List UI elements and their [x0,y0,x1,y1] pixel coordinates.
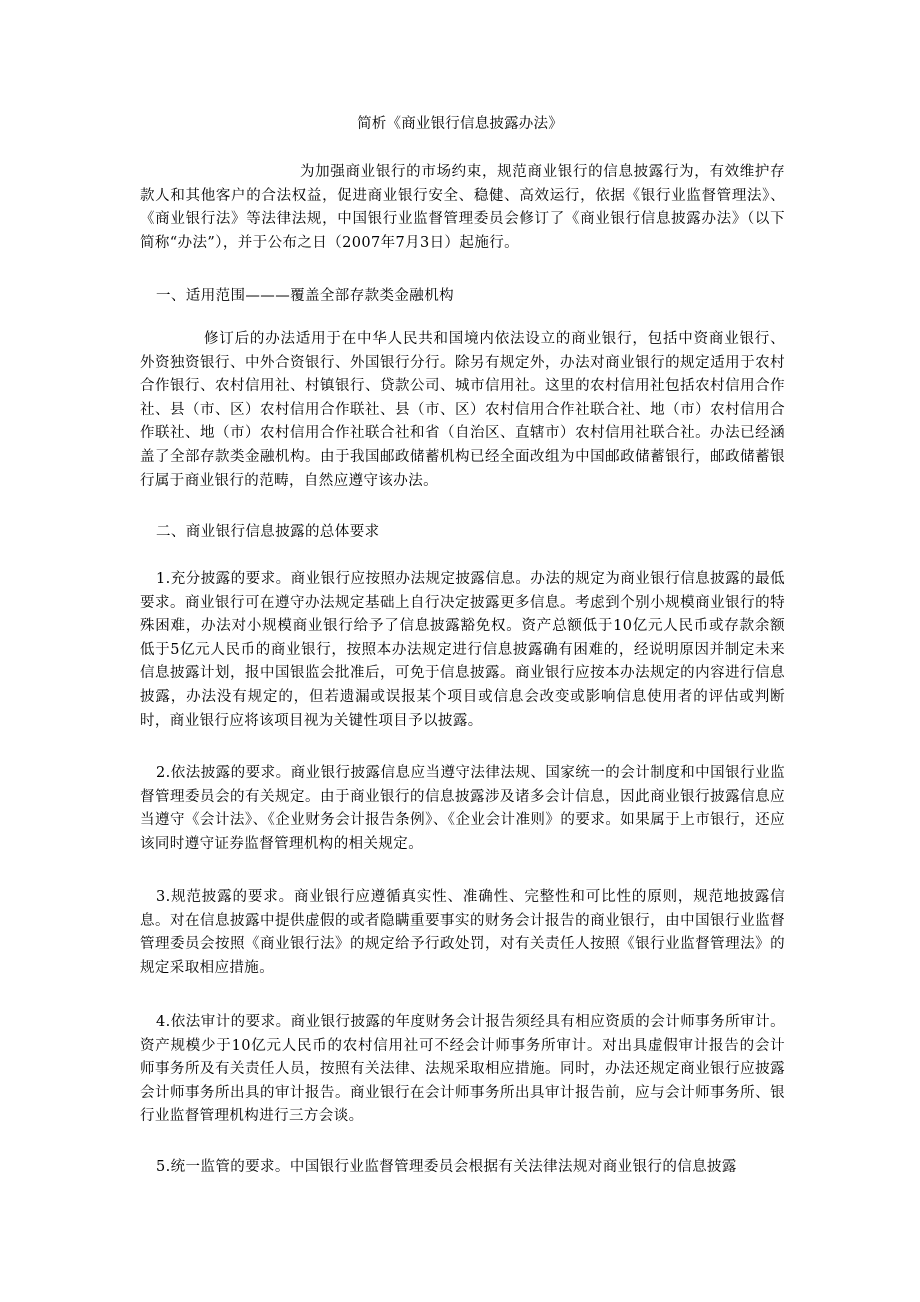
requirement-item-full-disclosure: 1.充分披露的要求。商业银行应按照办法规定披露信息。办法的规定为商业银行信息披露的最低要求。商业银行可在遵守办法规定基础上自行决定披露更多信息。考虑到个别小规模商业银行的特殊困难，办法对小规模商业银行给予了信息披露豁免权。资产总额低于10亿元人民币或存款余额低于5亿元人民币的商业银行，按照本办法规定进行信息披露确有困难的，经说明原因并制定未来信息披露计划，报中国银监会批准后，可免于信息披露。商业银行应按本办法规定的内容进行信息披露，办法没有规定的，但若遗漏或误报某个项目或信息会改变或影响信息使用者的评估或判断时，商业银行应将该项目视为关键性项目予以披露。 [140,571,785,729]
requirement-item-audit: 4.依法审计的要求。商业银行披露的年度财务会计报告须经具有相应资质的会计师事务所审计。资产规模少于10亿元人民币的农村信用社可不经会计师事务所审计。对出具虚假审计报告的会计师事务所及有关责任人员，按照有关法律、法规采取相应措施。同时，办法还规定商业银行应披露会计师事务所出具的审计报告。商业银行在会计师事务所出具审计报告前，应与会计师事务所、银行业监督管理机构进行三方会谈。 [140,1014,785,1125]
section-heading-scope: 一、适用范围———覆盖全部存款类金融机构 [156,288,454,304]
requirement-item-supervision: 5.统一监管的要求。中国银行业监督管理委员会根据有关法律法规对商业银行的信息披露 [156,1159,737,1175]
scope-paragraph: 修订后的办法适用于在中华人民共和国境内依法设立的商业银行，包括中资商业银行、外资独资银行、中外合资银行、外国银行分行。除另有规定外，办法对商业银行的规定适用于农村合作银行、农村信用社、村镇银行、贷款公司、城市信用社。这里的农村信用社包括农村信用合作社、县（市、区）农村信用合作联社、县（市、区）农村信用合作社联合社、地（市）农村信用合作联社、地（市）农村信用合作社联合社和省（自治区、直辖市）农村信用社联合社。办法已经涵盖了全部存款类金融机构。由于我国邮政储蓄机构已经全面改组为中国邮政储蓄银行，邮政储蓄银行属于商业银行的范畴，自然应遵守该办法。 [140,331,785,489]
document-title: 简析《商业银行信息披露办法》 [357,116,563,132]
section-heading-requirements: 二、商业银行信息披露的总体要求 [156,524,380,540]
requirement-item-standard-disclosure: 3.规范披露的要求。商业银行应遵循真实性、准确性、完整性和可比性的原则，规范地披露信息。对在信息披露中提供虚假的或者隐瞒重要事实的财务会计报告的商业银行，由中国银行业监督管理委员会按照《商业银行法》的规定给予行政处罚，对有关责任人按照《银行业监督管理法》的规定采取相应措施。 [140,889,785,976]
intro-paragraph: 为加强商业银行的市场约束，规范商业银行的信息披露行为，有效维护存款人和其他客户的合法权益，促进商业银行安全、稳健、高效运行，依据《银行业监督管理法》、《商业银行法》等法律法规，中国银行业监督管理委员会修订了《商业银行信息披露办法》（以下简称“办法”），并于公布之日（2007年7月3日）起施行。 [140,164,785,251]
requirement-item-legal-disclosure: 2.依法披露的要求。商业银行披露信息应当遵守法律法规、国家统一的会计制度和中国银行业监督管理委员会的有关规定。由于商业银行的信息披露涉及诸多会计信息，因此商业银行披露信息应当遵守《会计法》、《企业财务会计报告条例》、《企业会计准则》的要求。如果属于上市银行，还应该同时遵守证券监督管理机构的相关规定。 [140,765,785,852]
